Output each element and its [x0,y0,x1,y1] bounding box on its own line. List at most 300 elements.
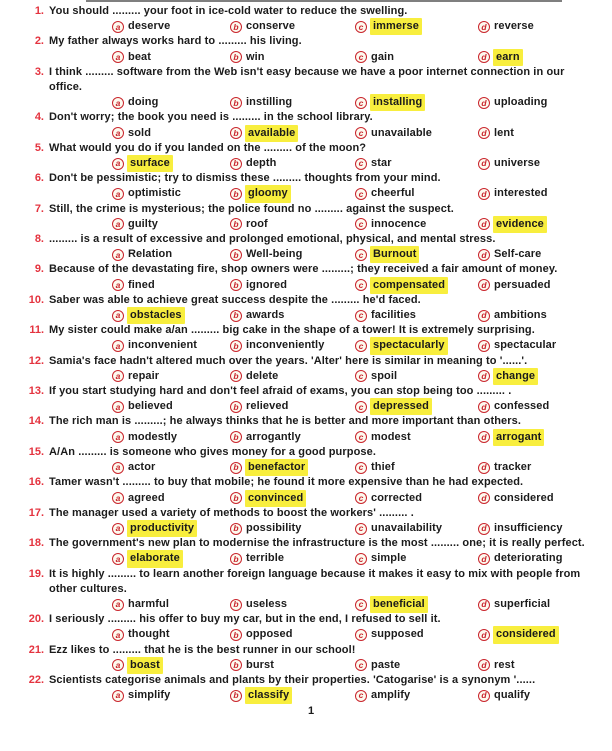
option [230,308,355,323]
question-block [24,643,598,673]
option [112,627,230,642]
question-number: 1. [34,5,44,17]
options-row [112,217,598,232]
option-label: sold [128,126,152,139]
option [478,95,598,110]
question [24,384,598,399]
question-block [24,414,598,444]
question-block [24,354,598,384]
option [355,247,478,262]
option-label: surface [127,155,173,172]
option-letter-badge: d [478,158,490,170]
option-letter-badge: a [112,401,124,413]
option [230,50,355,65]
question-number: 3. [34,65,44,78]
option-label: spectacular [494,339,557,352]
option [230,521,355,536]
option-letter-badge: a [112,158,124,170]
option-letter-badge: c [355,659,367,671]
option-letter-badge: d [478,279,490,291]
option [112,186,230,201]
question-text: It is highly ......... to learn another foreign language because it makes it easy to mix with people from other cultures. [49,567,581,595]
option-label: actor [128,461,156,474]
option-label: insufficiency [494,521,563,534]
options-row [112,308,598,323]
option [112,126,230,141]
option-label: ignored [246,278,288,291]
option [112,688,230,703]
option [478,491,598,506]
option-label: superficial [494,597,551,610]
question-block [24,141,598,171]
question-text: The manager used a variety of methods to boost the workers' ......... . [49,506,414,519]
question [24,445,598,460]
options-row [112,597,598,612]
question [24,354,598,369]
question-number: 18. [28,537,44,550]
option [355,156,478,171]
option-letter-badge: c [355,127,367,139]
option-label: immerse [370,18,422,35]
question-number: 19. [28,567,44,580]
question-text: ......... is a result of excessive and prolonged emotional, physical, and mental stress. [49,233,496,246]
options-row [112,551,598,566]
option-letter-badge: c [355,218,367,230]
question-block [24,202,598,232]
question-text: Tamer wasn't ......... to buy that mobile; he found it more expensive than he had expected. [49,476,524,489]
option-letter-badge: a [112,279,124,291]
question-number: 2. [34,35,44,48]
option-letter-badge: c [355,690,367,702]
option-label: doing [128,96,159,109]
question [24,202,598,217]
option-label: confessed [494,400,550,413]
option-letter-badge: c [355,310,367,322]
option-letter-badge: a [112,492,124,504]
question-text: Samia's face hadn't altered much over the years. 'Alter' here is similar in meaning to '......'. [49,354,528,367]
option-letter-badge: d [478,629,490,641]
option-label: useless [246,597,288,610]
options-row [112,491,598,506]
option-label: productivity [127,520,197,537]
question-text: Scientists categorise animals and plants by their properties. 'Catogarise' is a synonym '...... [49,673,536,686]
question [24,293,598,308]
question-number: 5. [34,141,44,154]
option [112,156,230,171]
option [230,95,355,110]
option-label: considered [493,626,559,643]
question-text: Ezz likes to ......... that he is the best runner in our school! [49,643,356,656]
option-label: uploading [494,96,548,109]
option-label: change [493,368,538,385]
option-letter-badge: a [112,370,124,382]
options-row [112,369,598,384]
question-block [24,323,598,353]
option-label: depth [246,157,277,170]
question-text: The government's new plan to modernise the infrastructure is the most ......... one; it is really perfect. [49,537,585,550]
option [355,399,478,414]
option [112,460,230,475]
option-letter-badge: d [478,370,490,382]
page-number: 1 [307,705,315,718]
option [478,156,598,171]
question-text: Saber was able to achieve great success despite the ......... he'd faced. [49,293,421,306]
question-block [24,612,598,642]
option-label: ambitions [494,309,547,322]
option-letter-badge: d [478,553,490,565]
option [230,278,355,293]
question [24,673,598,688]
option-letter-badge: c [355,599,367,611]
option [230,156,355,171]
option-letter-badge: b [230,523,242,535]
option [230,491,355,506]
option-letter-badge: b [230,218,242,230]
option-label: gain [371,50,395,63]
options-row [112,658,598,673]
question-number: 14. [28,415,44,428]
option-letter-badge: d [478,523,490,535]
option-letter-badge: b [230,599,242,611]
option [112,491,230,506]
question [24,4,598,19]
option-letter-badge: a [112,629,124,641]
option-letter-badge: b [230,401,242,413]
option-label: burst [246,658,274,671]
option-label: persuaded [494,278,551,291]
options-row [112,399,598,414]
option [478,217,598,232]
option [355,217,478,232]
option-letter-badge: d [478,462,490,474]
question-text: I think ......... software from the Web isn't easy because we have a poor internet connection in our office. [49,65,565,94]
option [355,278,478,293]
option [230,551,355,566]
question-text: My sister could make a/an ......... big cake in the shape of a tower! It is extremely surprising. [49,324,535,337]
option-label: amplify [371,689,411,702]
question-block [24,171,598,201]
option [355,19,478,34]
question-block [24,567,598,613]
option-letter-badge: b [230,310,242,322]
option [230,338,355,353]
option [112,19,230,34]
option [230,369,355,384]
option-label: deteriorating [494,552,563,565]
page-top-border [86,0,562,2]
option [478,338,598,353]
question-block [24,110,598,140]
option [230,688,355,703]
option-letter-badge: b [230,370,242,382]
option [112,217,230,232]
option [355,95,478,110]
option-letter-badge: c [355,492,367,504]
option-letter-badge: b [230,51,242,63]
option [112,50,230,65]
option-label: classify [245,687,292,704]
question-block [24,445,598,475]
option-label: fined [128,278,155,291]
question-block [24,4,598,34]
option-label: earn [493,49,523,66]
option [112,247,230,262]
option-letter-badge: b [230,188,242,200]
option-label: arrogant [493,429,544,446]
option-letter-badge: b [230,492,242,504]
question-number: 11. [29,324,44,337]
option-letter-badge: b [230,249,242,261]
question-text: The rich man is .........; he always thinks that he is better and more important than others. [49,415,522,428]
option-label: lent [494,126,514,139]
option-letter-badge: a [112,462,124,474]
option-letter-badge: c [355,188,367,200]
option-letter-badge: c [355,431,367,443]
option-letter-badge: a [112,340,124,352]
option [478,19,598,34]
option-label: tracker [494,461,532,474]
option [478,308,598,323]
option-label: benefactor [245,459,308,476]
question-number: 7. [34,202,44,215]
options-row [112,50,598,65]
option [230,19,355,34]
option-letter-badge: c [355,158,367,170]
option [230,399,355,414]
option-letter-badge: c [355,553,367,565]
option-label: arrogantly [246,430,301,443]
option-letter-badge: d [478,659,490,671]
option-label: unavailability [371,521,443,534]
option-letter-badge: c [355,629,367,641]
option-letter-badge: a [112,523,124,535]
option-label: guilty [128,217,158,230]
option-label: possibility [246,521,302,534]
option-label: beat [128,50,152,63]
option [230,247,355,262]
option [112,399,230,414]
option-letter-badge: b [230,690,242,702]
option-label: Relation [128,248,173,261]
option-label: optimistic [128,187,181,200]
option-label: harmful [128,597,170,610]
question-text: Don't worry; the book you need is ......... in the school library. [49,111,373,124]
option-letter-badge: c [355,370,367,382]
option-label: simplify [128,689,171,702]
option-label: universe [494,157,541,170]
question-number: 22. [28,673,44,686]
question-block [24,536,598,566]
option-label: elaborate [127,550,183,567]
option-letter-badge: d [478,690,490,702]
options-row [112,521,598,536]
option [230,658,355,673]
option [355,186,478,201]
option [478,399,598,414]
option-letter-badge: a [112,659,124,671]
option-label: win [246,50,265,63]
question-number: 16. [28,476,44,489]
option [355,308,478,323]
options-row [112,126,598,141]
option [478,658,598,673]
question-block [24,506,598,536]
option-label: simple [371,552,407,565]
options-row [112,460,598,475]
option-label: terrible [246,552,285,565]
option [478,369,598,384]
option-letter-badge: a [112,51,124,63]
option-letter-badge: b [230,127,242,139]
option-label: rest [494,658,515,671]
option-letter-badge: d [478,218,490,230]
option-letter-badge: a [112,127,124,139]
option-label: inconvenient [128,339,198,352]
option-label: modest [371,430,411,443]
question [24,171,598,186]
question-text: I seriously ......... his offer to buy my car, but in the end, I refused to sell it. [49,613,441,626]
option-label: supposed [371,628,424,641]
option [230,186,355,201]
question-number: 8. [34,233,44,246]
option-label: star [371,157,392,170]
option [355,126,478,141]
option [355,491,478,506]
option-letter-badge: a [112,97,124,109]
options-row [112,430,598,445]
option [478,126,598,141]
option-label: obstacles [127,307,185,324]
option [112,658,230,673]
question-number: 9. [34,263,44,276]
option-label: delete [246,369,279,382]
option-letter-badge: b [230,629,242,641]
option-label: installing [370,94,425,111]
option [478,597,598,612]
option-label: considered [494,491,554,504]
option [478,688,598,703]
option [355,688,478,703]
question-text: A/An ......... is someone who gives money for a good purpose. [49,445,376,458]
option-label: depressed [370,398,432,415]
question [24,323,598,338]
option-label: modestly [128,430,178,443]
option-letter-badge: d [478,249,490,261]
question-block [24,232,598,262]
option-letter-badge: a [112,553,124,565]
option [478,247,598,262]
question-text: If you start studying hard and don't feel afraid of exams, you can stop being too ......... . [49,385,512,398]
option [355,658,478,673]
option-letter-badge: d [478,492,490,504]
option-letter-badge: a [112,431,124,443]
question-list [24,4,598,703]
option-label: inconveniently [246,339,325,352]
question [24,141,598,156]
question-text: Because of the devastating fire, shop owners were .........; they received a fair amount of money. [49,263,558,276]
option-label: compensated [370,277,448,294]
option-label: convinced [245,490,306,507]
option-label: relieved [246,400,289,413]
option [230,627,355,642]
option-label: instilling [246,96,293,109]
option-letter-badge: c [355,97,367,109]
option [230,126,355,141]
question [24,65,598,95]
option-letter-badge: d [478,310,490,322]
option-label: boast [127,657,163,674]
option-letter-badge: b [230,431,242,443]
option-letter-badge: d [478,188,490,200]
option-label: corrected [371,491,423,504]
option-letter-badge: c [355,523,367,535]
question [24,612,598,627]
option-letter-badge: b [230,97,242,109]
option-letter-badge: a [112,188,124,200]
question [24,567,598,597]
option-label: available [245,125,298,142]
option-letter-badge: a [112,599,124,611]
option-label: deserve [128,20,171,33]
question-number: 6. [34,172,44,185]
option-label: qualify [494,689,531,702]
question-text: You should ......... your foot in ice-cold water to reduce the swelling. [49,5,408,17]
option-label: evidence [493,216,547,233]
option [112,95,230,110]
question-number: 13. [28,385,44,398]
question-number: 15. [28,445,44,458]
option [478,627,598,642]
question-number: 21. [28,643,44,656]
question-block [24,293,598,323]
question-text: Still, the crime is mysterious; the police found no ......... against the suspect. [49,202,454,215]
option-label: roof [246,217,268,230]
option [355,338,478,353]
option [478,278,598,293]
option-letter-badge: d [478,97,490,109]
question-number: 12. [28,354,44,367]
option-label: unavailable [371,126,433,139]
option [112,597,230,612]
option-label: thief [371,461,395,474]
question-block [24,673,598,703]
option-label: repair [128,369,160,382]
option-label: facilities [371,309,417,322]
option-letter-badge: b [230,340,242,352]
question [24,34,598,49]
option [478,50,598,65]
option-label: gloomy [245,185,291,202]
option [355,50,478,65]
option [112,369,230,384]
option [112,551,230,566]
option-letter-badge: c [355,51,367,63]
question [24,475,598,490]
question [24,110,598,125]
option [355,627,478,642]
options-row [112,95,598,110]
question [24,536,598,551]
option-label: cheerful [371,187,415,200]
option [230,217,355,232]
option-letter-badge: d [478,599,490,611]
question-number: 4. [34,111,44,124]
question [24,232,598,247]
option [112,338,230,353]
option-letter-badge: a [112,21,124,33]
question-block [24,475,598,505]
question [24,414,598,429]
